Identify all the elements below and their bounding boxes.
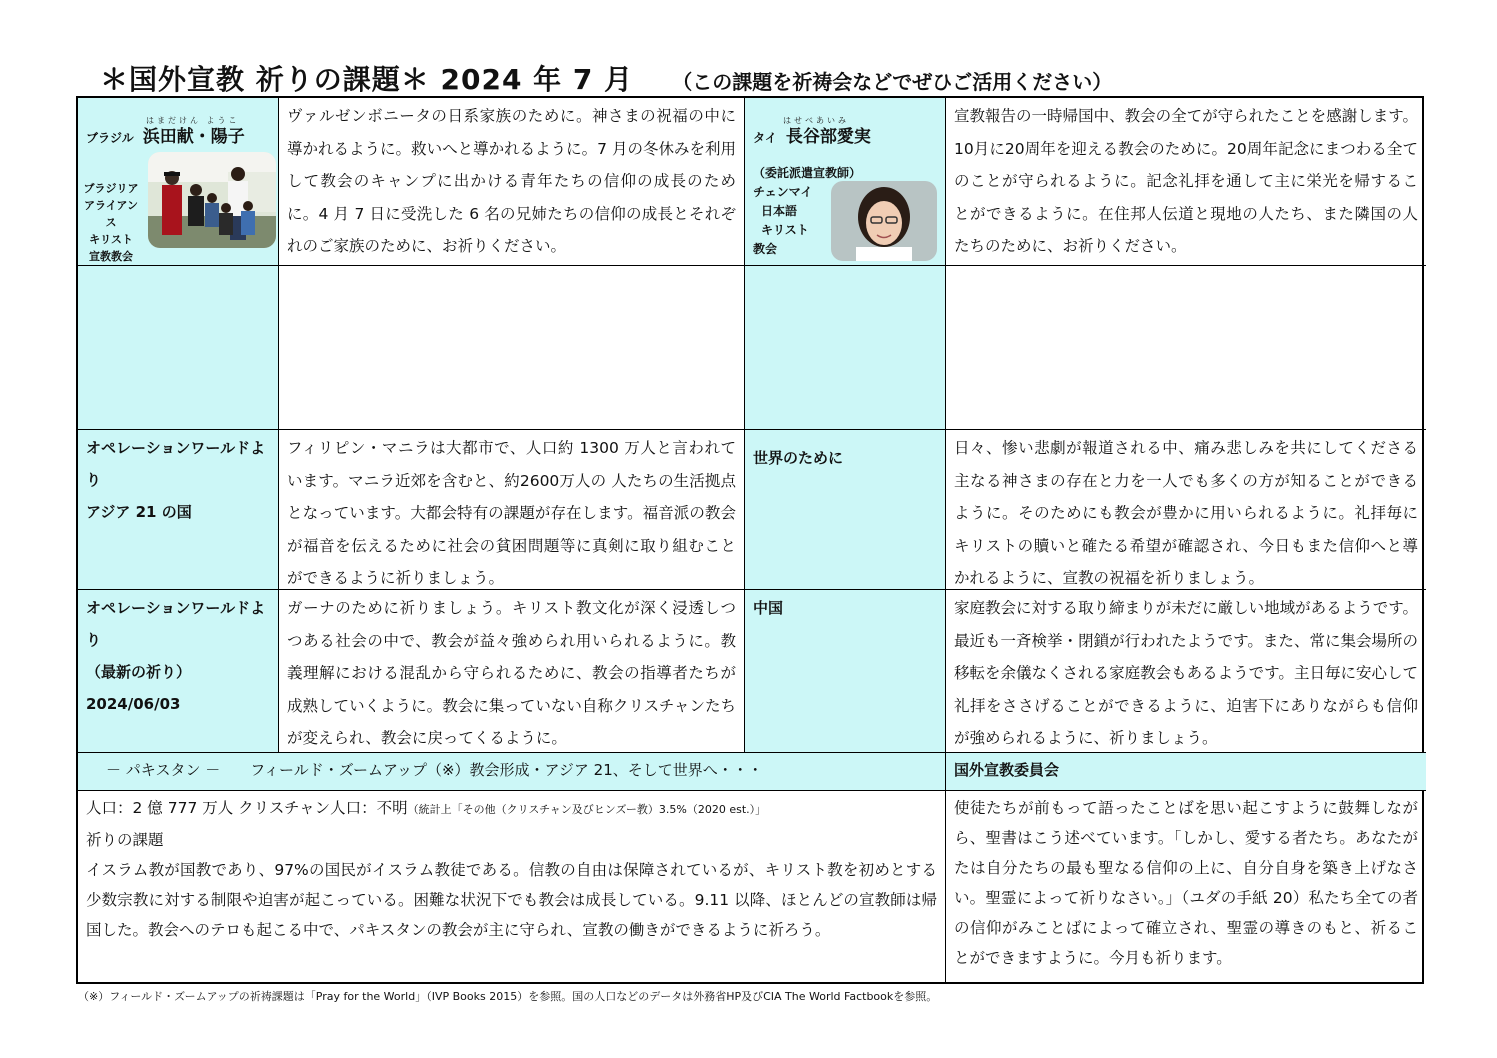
asia21-text-cell [279,430,745,590]
world-prayer-text: 日々、惨い悲劇が報道される中、痛み悲しみを共にしてくださる主なる神さまの存在と力を一人でも多くの方が知ることができるように。そのためにも教会が豊かに用いられるように。礼拝毎にキリストの贖いと確たる希望が確認され、今日もまた信仰へと導かれるように、宣教の祝福を祈りましょう。 [954,439,1418,587]
latest-label: オペレーションワールドより （最新の祈り） 2024/06/03 [86,599,266,713]
thailand-missionary-name: 長谷部愛実 [785,127,871,147]
committee-text: 使徒たちが前もって語ったことばを思い起こすように鼓舞しながら、聖書はこう述べています。「しかし、愛する者たち。あなたがたは自分たちの最も聖なる信仰の上に、自分自身を築き上げなさい。聖霊によって祈りなさい。」（ユダの手紙 20）私たち全ての者の信仰がみことばによって確立され、聖霊の導きのもと、祈ることができますように。今月も祈ります。 [954,799,1418,967]
asia21-label: オペレーションワールドより アジア 21 の国 [86,439,266,521]
thailand-furigana: はせべあいみ [783,116,849,125]
latest-text-cell [279,590,745,753]
brazil-family-photo [148,152,276,248]
brazil-furigana: はまだけん ようこ [146,116,240,125]
latest-prayer-text: ガーナのために祈りましょう。キリスト教文化が深く浸透しつつある社会の中で、教会が益々強められ用いられるように。教義理解における混乱から守られるために、教会の指導者たちが成熟していくように。教会に集っていない自称クリスチャンたちが変えられ、教会に戻ってくるように。 [287,599,736,747]
empty-label-cell-left [78,266,279,430]
world-label: 世界のために [753,449,844,467]
brazil-country: ブラジル [86,131,134,145]
pakistan-prayer-text: イスラム教が国教であり、97%の国民がイスラム教徒である。信教の自由は保障されているが、キリスト教を初めとする少数宗教に対する制限や迫害が起こっている。困難な状況下でも教会は成長している。9.11 以降、ほとんどの宣教師は帰国した。教会へのテロも起こる中で、パキスタンの教会が主に守られ、宣教の働きができるように祈ろう。 [86,861,937,939]
thailand-name-line [753,122,871,147]
thailand-prayer-text: 宣教報告の一時帰国中、教会の全てが守られたことを感謝します。10月に20周年を迎える教会のために。20周年記念にまつわる全てのことが守られるように。記念礼拝を通して主に栄光を帰することができるように。在住邦人伝道と現地の人たち、また隣国の人たちのために、お祈りください。 [954,107,1418,255]
brazil-text-cell [279,98,745,266]
thailand-profile-cell [745,98,946,266]
committee-header: 国外宣教委員会 [954,761,1060,779]
thailand-text-cell [946,98,1426,266]
world-text-cell [946,430,1426,590]
brazil-missionary-name: 浜田献・陽子 [142,127,245,147]
title-note: （この課題を祈祷会などでぜひご活用ください） [672,70,1113,94]
asia21-prayer-text: フィリピン・マニラは大都市で、人口約 1300 万人と言われています。マニラ近郊を含むと、約2600万人の 人たちの生活拠点となっています。大都会特有の課題が存在します。福音派の教会が福音を伝えるために社会の貧困問題等に真剣に取り組むことができるように祈りましょう。 [287,439,736,587]
footnote: （※）フィールド・ズームアップの祈祷課題は「Pray for the World」（IVP Books 2015）を参照。国の人口などのデータは外務省HP及びCIA The World Factbookを参照。 [78,990,938,1003]
portrait-illustration [831,181,937,261]
thailand-role: （委託派遣宣教師） [753,166,862,180]
title-main: ＊国外宣教 祈りの課題＊ 2024 年 7 月 [100,63,634,96]
committee-header-cell [946,753,1426,791]
brazil-name-line [86,122,245,147]
pakistan-body-cell [78,791,946,982]
china-label-cell [745,590,946,753]
pakistan-stats: 人口：2 億 777 万人 クリスチャン人口：不明（統計上「その他（クリスチャン及びヒンズー教）3.5%（2020 est.）」 [86,799,767,817]
china-label: 中国 [753,599,784,617]
page-title [100,58,1430,94]
empty-text-cell-left [279,266,745,430]
pakistan-header-cell [78,753,946,791]
thailand-country: タイ [753,131,777,145]
pakistan-subhead: 祈りの課題 [86,831,164,849]
latest-label-cell [78,590,279,753]
world-label-cell [745,430,946,590]
empty-label-cell-right [745,266,946,430]
family-photo-illustration [148,152,276,248]
committee-body-cell [946,791,1426,982]
empty-text-cell-right [946,266,1426,430]
china-text-cell [946,590,1426,753]
asia21-label-cell [78,430,279,590]
brazil-prayer-text: ヴァルゼンボニータの日系家族のために。神さまの祝福の中に導かれるように。救いへと導かれるように。7 月の冬休みを利用して教会のキャンプに出かける青年たちの信仰の成長のために。4 月 7 日に受洗した 6 名の兄姉たちの信仰の成長とそれぞれのご家族のために、お祈りください。 [287,107,736,255]
pakistan-header: － パキスタン － フィールド・ズームアップ（※）教会形成・アジア 21、そして世界へ・・・ [106,761,763,779]
china-prayer-text: 家庭教会に対する取り締まりが未だに厳しい地域があるようです。最近も一斉検挙・閉鎖が行われたようです。また、常に集会場所の移転を余儀なくされる家庭教会もあるようです。主日毎に安心して礼拝をささげることができるように、迫害下にありながらも信仰が強められるように、祈りましょう。 [954,599,1418,747]
brazil-church-name: ブラジリア アライアンス キリスト 宣教教会 [83,182,139,263]
thailand-missionary-photo [831,181,937,261]
brazil-profile-cell [78,98,279,266]
prayer-grid [76,96,1424,984]
thailand-church-name: チェンマイ 日本語 キリスト 教会 [753,185,813,256]
